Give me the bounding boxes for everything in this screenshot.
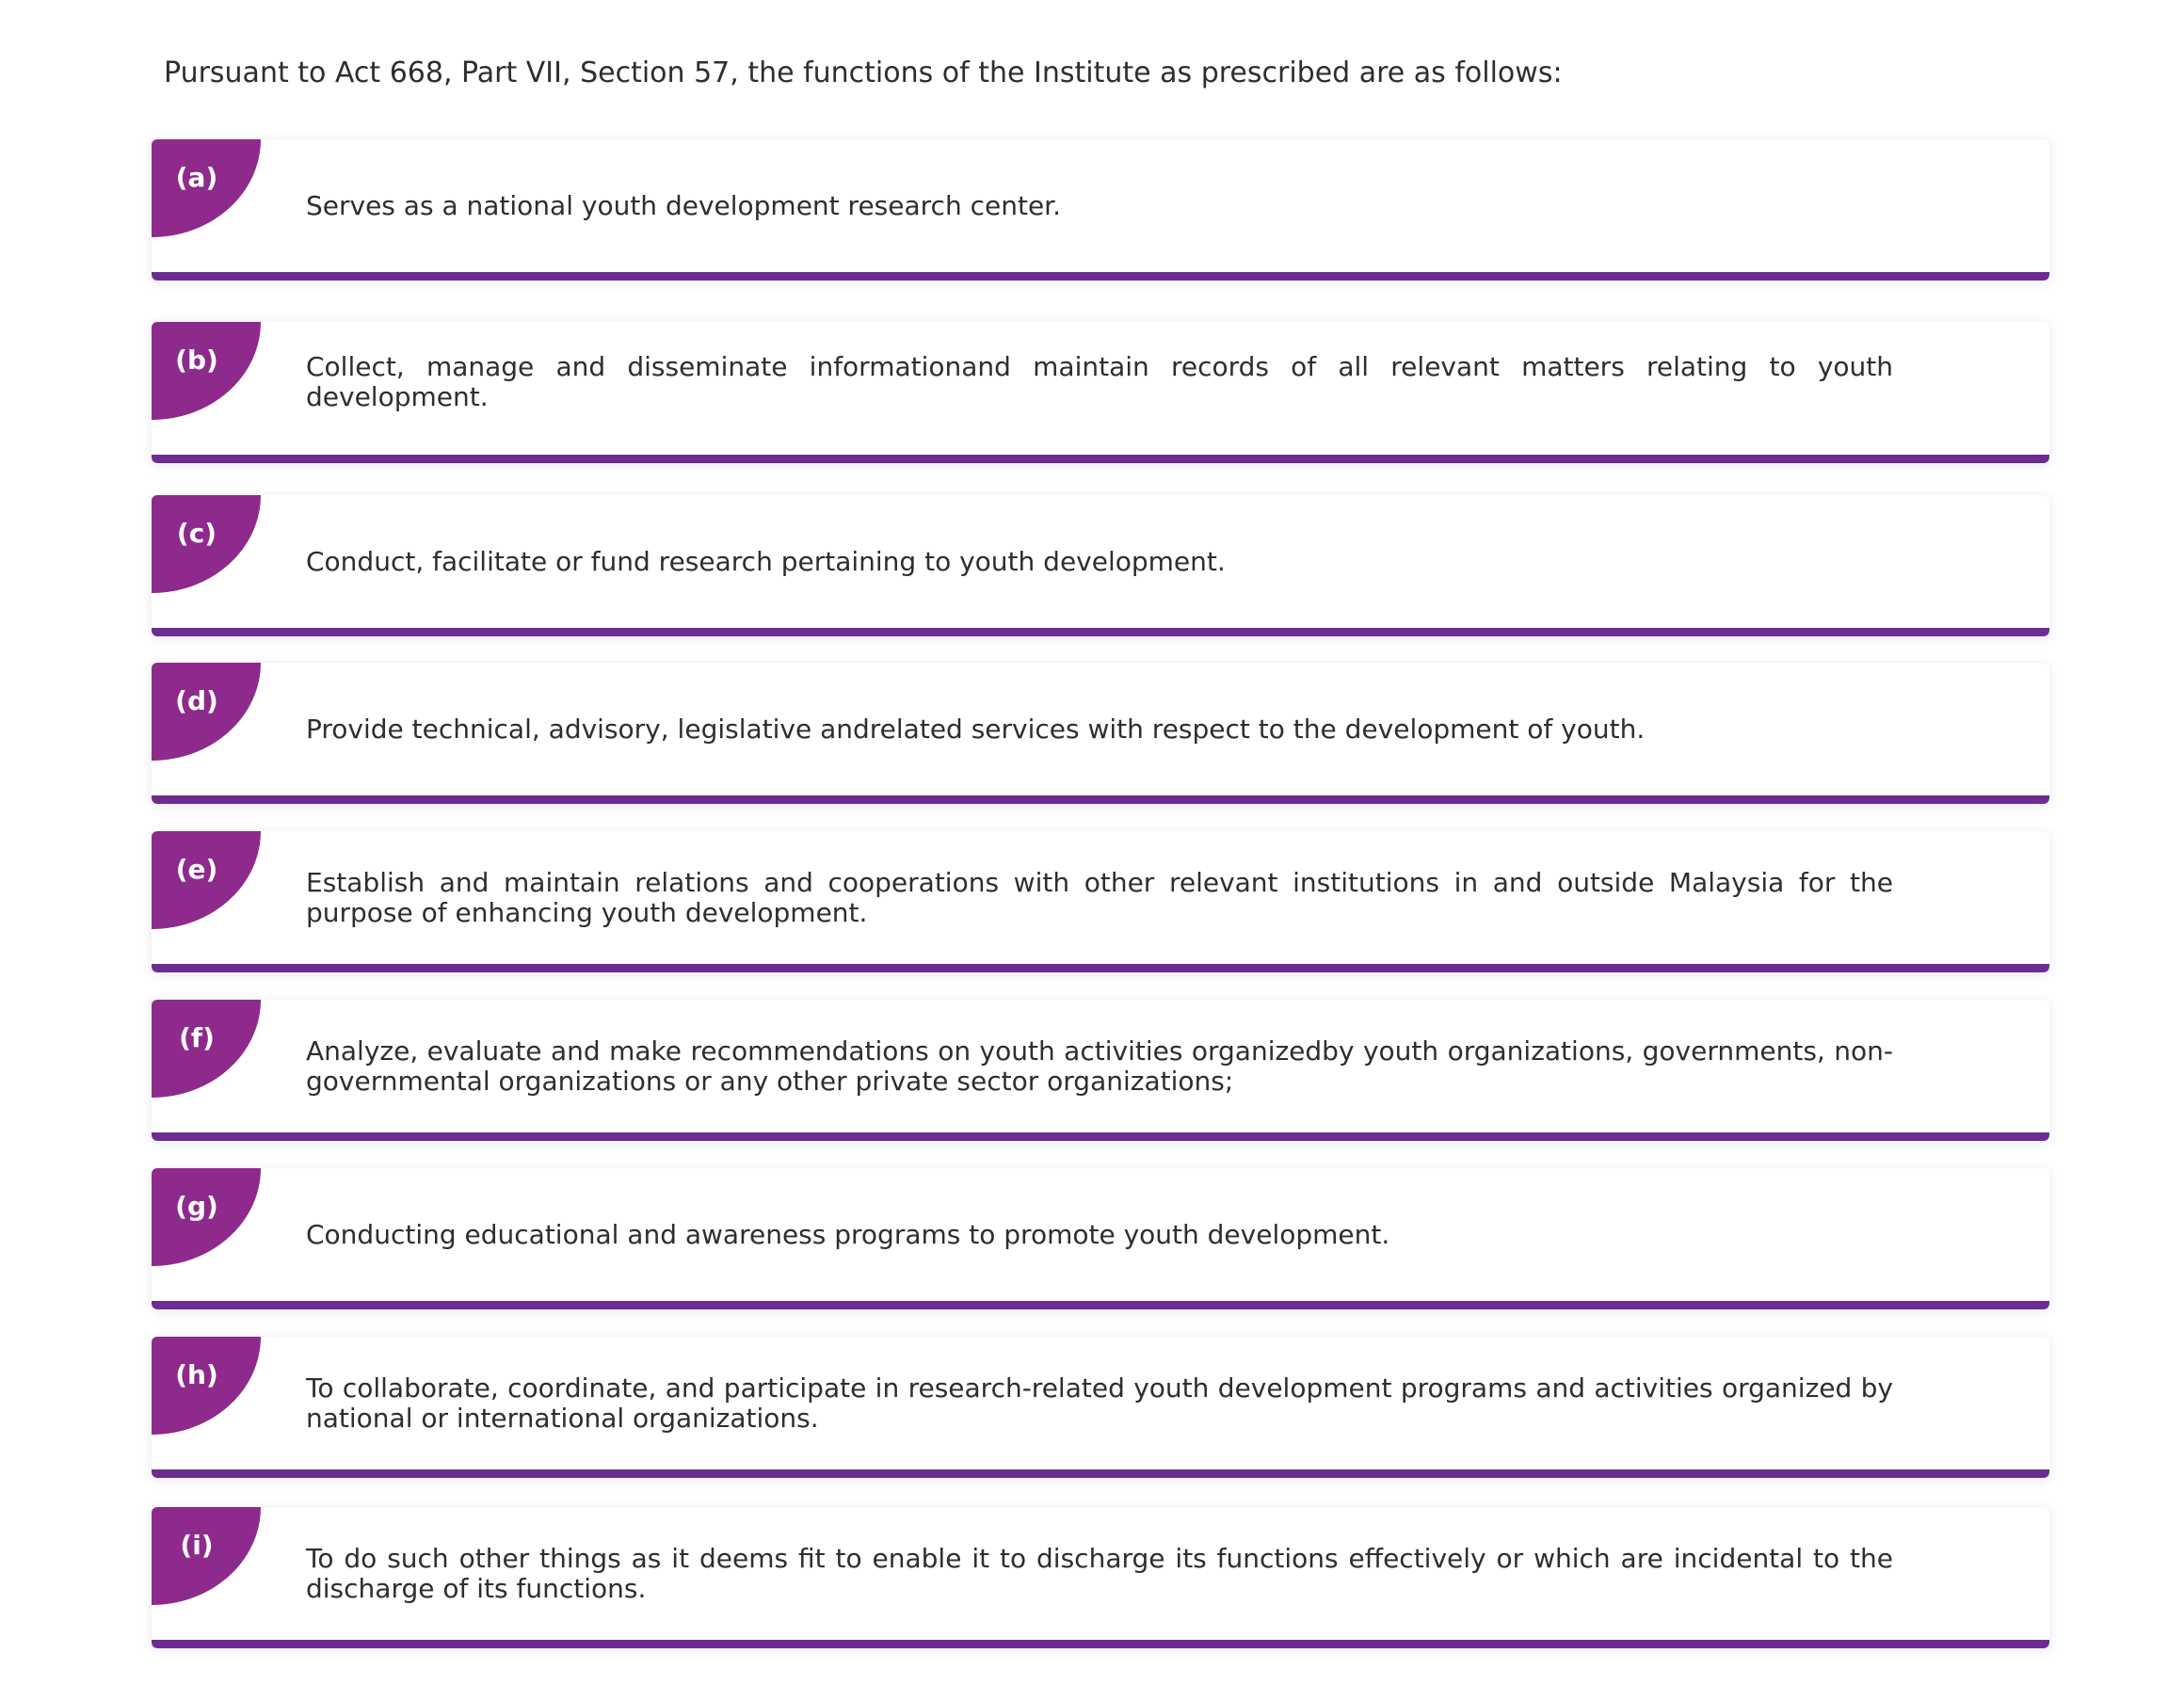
- card-letter: (g): [175, 1191, 218, 1222]
- card-bottom-bar: [152, 628, 2049, 636]
- card-text: Collect, manage and disseminate informationand maintain records of all relevant matters relating to youth development.: [306, 351, 1893, 412]
- function-card-h: [152, 1337, 2049, 1478]
- card-text: Provide technical, advisory, legislative andrelated services with respect to the development of youth.: [306, 714, 1646, 745]
- card-letter: (b): [175, 345, 218, 376]
- function-card-a: [152, 139, 2049, 281]
- function-card-f: [152, 1000, 2049, 1141]
- card-text: Establish and maintain relations and cooperations with other relevant institutions in and outside Malaysia for the purpose of enhancing youth development.: [306, 867, 1893, 928]
- card-text: Serves as a national youth development research center.: [306, 190, 1062, 221]
- card-bottom-bar: [152, 1640, 2049, 1648]
- card-text: Conduct, facilitate or fund research pertaining to youth development.: [306, 546, 1226, 577]
- card-bottom-bar: [152, 1301, 2049, 1309]
- card-letter: (i): [180, 1530, 214, 1561]
- card-letter: (a): [175, 162, 218, 193]
- function-card-d: [152, 663, 2049, 804]
- function-card-c: [152, 495, 2049, 636]
- card-bottom-bar: [152, 1469, 2049, 1478]
- card-text: To collaborate, coordinate, and participate in research-related youth development programs and activities organized by national or international organizations.: [306, 1372, 1893, 1434]
- function-card-i: [152, 1507, 2049, 1648]
- card-bottom-bar: [152, 272, 2049, 281]
- card-text: Analyze, evaluate and make recommendations on youth activities organizedby youth organizations, governments, non-governmental organizations or any other private sector organizations;: [306, 1035, 1893, 1097]
- card-letter: (h): [175, 1359, 218, 1390]
- function-card-e: [152, 831, 2049, 972]
- card-bottom-bar: [152, 455, 2049, 463]
- card-bottom-bar: [152, 1132, 2049, 1141]
- card-text: To do such other things as it deems fit to enable it to discharge its functions effectively or which are incidental to the discharge of its functions.: [306, 1543, 1893, 1604]
- function-card-g: [152, 1168, 2049, 1309]
- card-letter: (e): [175, 854, 218, 885]
- card-letter: (f): [179, 1022, 215, 1053]
- card-bottom-bar: [152, 964, 2049, 972]
- function-card-b: [152, 322, 2049, 463]
- card-bottom-bar: [152, 795, 2049, 804]
- card-letter: (c): [176, 518, 217, 549]
- card-text: Conducting educational and awareness programs to promote youth development.: [306, 1219, 1390, 1250]
- card-letter: (d): [175, 685, 218, 716]
- intro-text: Pursuant to Act 668, Part VII, Section 57, the functions of the Institute as prescribed are as follows:: [164, 56, 1563, 89]
